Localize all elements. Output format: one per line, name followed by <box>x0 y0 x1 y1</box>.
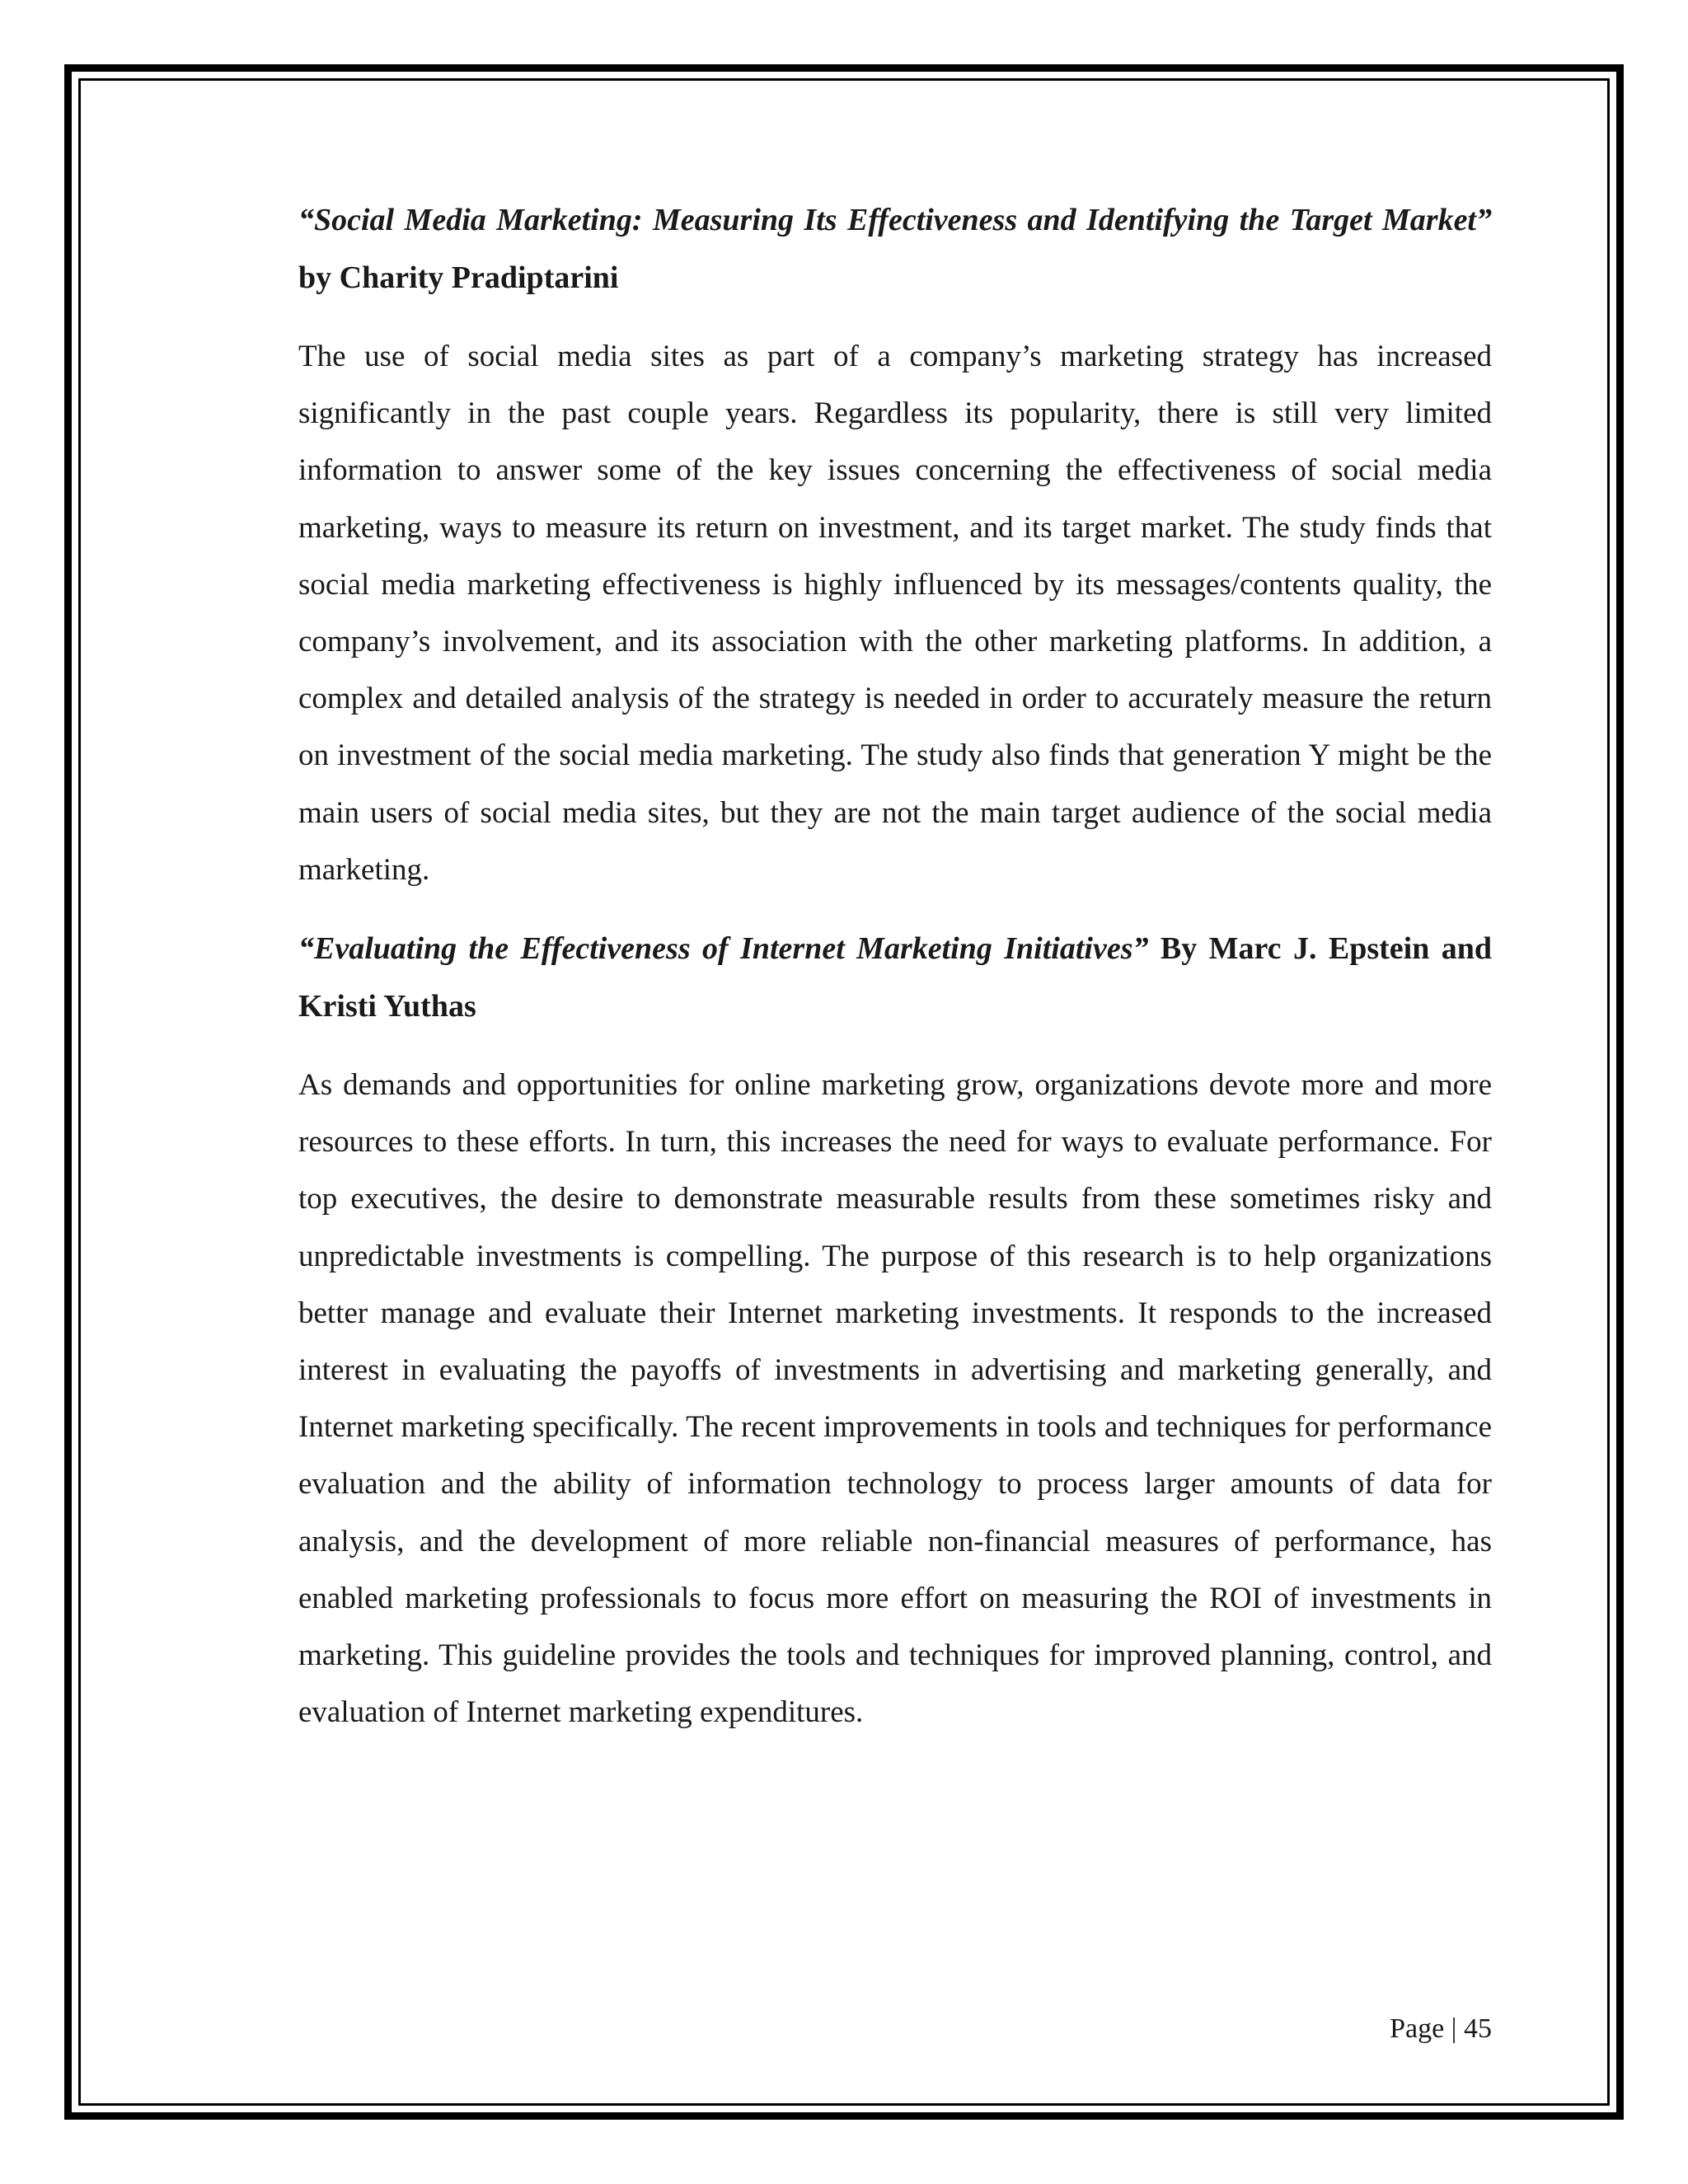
section-2-body: As demands and opportunities for online marketing grow, organizations devote more and more resources to these efforts. In turn, this increases the need for ways to evaluate performance. For top executives, the desire to demonstrate measurable results from these sometimes risky and unpredictable investments is compelling. The purpose of this research is to help organizations better manage and evaluate their Internet marketing investments. It responds to the increased interest in evaluating the payoffs of investments in advertising and marketing generally, and Internet marketing specifically. The recent improvements in tools and techniques for performance evaluation and the ability of information technology to process larger amounts of data for analysis, and the development of more reliable non-financial measures of performance, has enabled marketing professionals to focus more effort on measuring the ROI of investments in marketing. This guideline provides the tools and techniques for improved planning, control, and evaluation of Internet marketing expenditures. <box>298 1068 1492 1730</box>
section-1-body: The use of social media sites as part of a company’s marketing strategy has increased significantly in the past couple years. Regardless its popularity, there is still very limited information to answer some of the key issues concerning the effectiveness of social media marketing, ways to measure its return on investment, and its target market. The study finds that social media marketing effectiveness is highly influenced by its messages/contents quality, the company’s involvement, and its association with the other marketing platforms. In addition, a complex and detailed analysis of the strategy is needed in order to accurately measure the return on investment of the social media marketing. The study also finds that generation Y might be the main users of social media sites, but they are not the main target audience of the social media marketing. <box>298 340 1492 887</box>
section-1-byline: by Charity Pradiptarini <box>298 260 619 295</box>
section-1-heading <box>298 191 1492 307</box>
section-2-heading <box>298 920 1492 1035</box>
section-1-title: “Social Media Marketing: Measuring Its Effectiveness and Identifying the Target Market” <box>298 203 1492 237</box>
section-2-title: “Evaluating the Effectiveness of Internet Marketing Initiatives” <box>298 931 1149 967</box>
page-number: Page | 45 <box>1390 2013 1492 2044</box>
section-2-byline: By Marc J. Epstein and Kristi Yuthas <box>298 931 1492 1024</box>
page-content <box>298 191 1492 1741</box>
